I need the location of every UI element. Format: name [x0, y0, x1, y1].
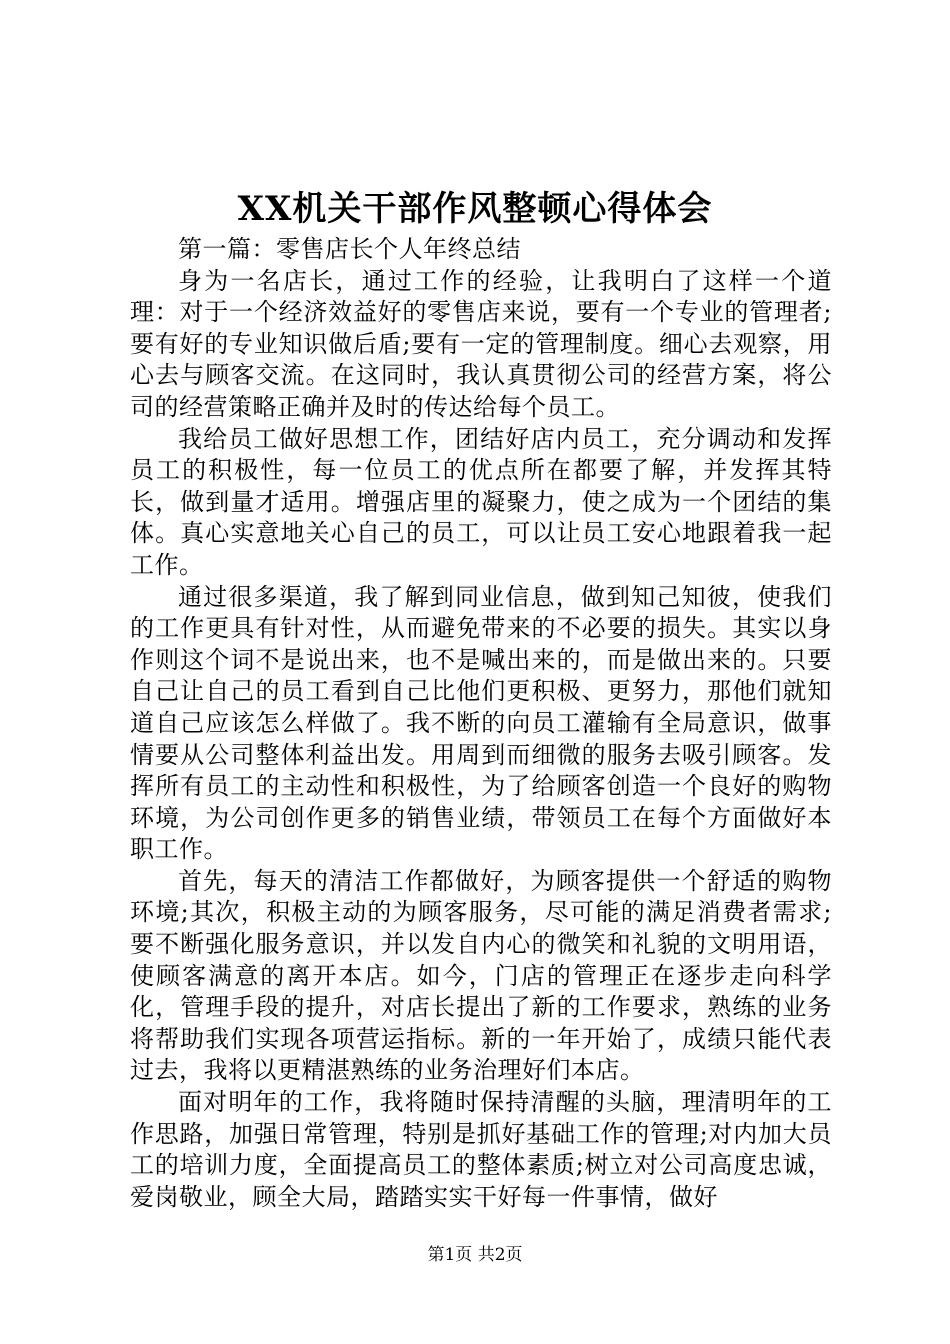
section-heading: 第一篇：零售店长个人年终总结	[178, 235, 521, 263]
body-paragraph: 通过很多渠道，我了解到同业信息，做到知己知彼，使我们的工作更具有针对性，从而避免带来的不必要的损失。其实以身作则这个词不是说出来，也不是喊出来的，而是做出来的。只要自己让自己的员工看到自己比他们更积极、更努力，那他们就知道自己应该怎么样做了。我不断的向员工灌输有全局意识，做事情要从公司整体利益出发。用周到而细微的服务去吸引顾客。发挥所有员工的主动性和积极性，为了给顾客创造一个良好的购物环境，为公司创作更多的销售业绩，带领员工在每个方面做好本职工作。	[130, 582, 832, 864]
document-title: XX机关干部作风整顿心得体会	[237, 189, 713, 229]
document-body	[130, 234, 832, 1213]
body-paragraph: 身为一名店长，通过工作的经验，让我明白了这样一个道理：对于一个经济效益好的零售店来说，要有一个专业的管理者;要有好的专业知识做后盾;要有一定的管理制度。细心去观察，用心去与顾客交流。在这同时，我认真贯彻公司的经营方案，将公司的经营策略正确并及时的传达给每个员工。	[130, 266, 832, 421]
body-paragraph: 我给员工做好思想工作，团结好店内员工，充分调动和发挥员工的积极性，每一位员工的优点所在都要了解，并发挥其特长，做到量才适用。增强店里的凝聚力，使之成为一个团结的集体。真心实意地关心自己的员工，可以让员工安心地跟着我一起工作。	[130, 424, 832, 579]
page-footer: 第1页 共2页	[427, 1245, 523, 1265]
body-paragraph: 首先，每天的清洁工作都做好，为顾客提供一个舒适的购物环境;其次，积极主动的为顾客服务，尽可能的满足消费者需求;要不断强化服务意识，并以发自内心的微笑和礼貌的文明用语，使顾客满意的离开本店。如今，门店的管理正在逐步走向科学化，管理手段的提升，对店长提出了新的工作要求，熟练的业务将帮助我们实现各项营运指标。新的一年开始了，成绩只能代表过去，我将以更精湛熟练的业务治理好们本店。	[130, 866, 832, 1085]
body-paragraph: 面对明年的工作，我将随时保持清醒的头脑，理清明年的工作思路，加强日常管理，特别是抓好基础工作的管理;对内加大员工的培训力度，全面提高员工的整体素质;树立对公司高度忠诚，爱岗敬业，顾全大局，踏踏实实干好每一件事情，做好	[130, 1088, 832, 1211]
